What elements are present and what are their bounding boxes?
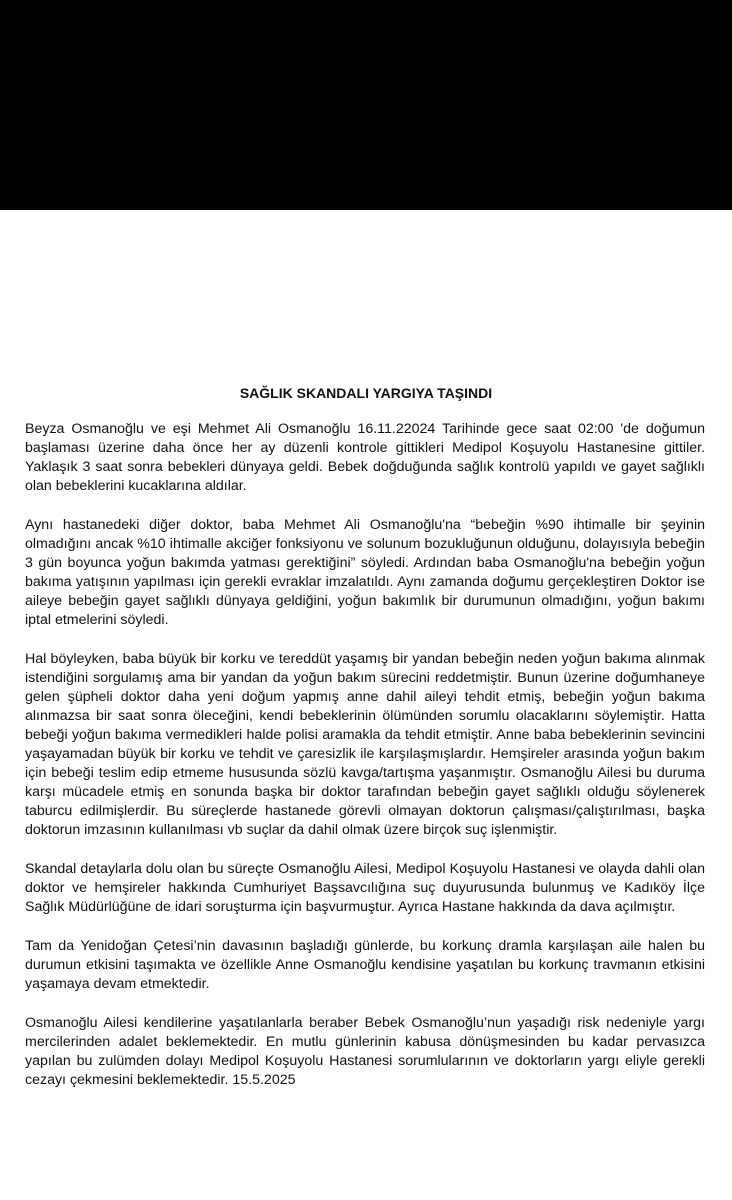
paragraph-3: Hal böyleyken, baba büyük bir korku ve tereddüt yaşamış bir yandan bebeğin neden yoğun bakıma alınmak istendiğini sorgulamış ama bir yandan da yoğun bakım sürecini reddetmiştir. Bunun üzerine doğumhaneye gelen şüpheli doktor daha yeni doğum yapmış anne dahil aileyi tehdit etmiş, bebeğin yoğun bakıma alınmazsa bir saat sonra öleceğini, kendi bebeklerinin ölümünden sorumlu olacaklarını söylemiştir. Hatta bebeği yoğun bakıma vermedikleri halde polisi aramakla da tehdit etmiştir. Anne baba bebeklerinin sevincini yaşayamadan büyük bir korku ve tehdit ve çaresizlik ile karşılaşmışlardır. Hemşireler arasında yoğun bakım için bebeği teslim edip etmeme hususunda sözlü kavga/tartışma yaşanmıştır. Osmanoğlu Ailesi bu duruma karşı mücadele etmiş en sonunda başka bir doktor tarafından bebeğin gayet sağlıklı olduğu söylenerek taburcu edilmişlerdir. Bu süreçlerde hastanede görevli olmayan doktorun çalışması/çalıştırılması, başka doktorun imzasının kullanılması vb suçlar da dahil olmak üzere birçok suç işlenmiştir.	[25, 651, 705, 838]
document-page	[0, 384, 732, 1090]
paragraph-5: Tam da Yenidoğan Çetesi’nin davasının başladığı günlerde, bu korkunç dramla karşılaşan aile halen bu durumun etkisini taşımakta ve özellikle Anne Osmanoğlu kendisine yaşatılan bu korkunç travmanın etkisini yaşamaya devam etmektedir.	[25, 938, 705, 992]
document-title: SAĞLIK SKANDALI YARGIYA TAŞINDI	[239, 385, 493, 401]
paragraph-1: Beyza Osmanoğlu ve eşi Mehmet Ali Osmanoğlu 16.11.22024 Tarihinde gece saat 02:00 'de doğumun başlaması üzerine daha önce her ay düzenli kontrole gittikleri Medipol Koşuyolu Hastanesine gittiler. Yaklaşık 3 saat sonra bebekleri dünyaya geldi. Bebek doğduğunda sağlık kontrolü yapıldı ve gayet sağlıklı olan bebeklerini kucaklarına aldılar.	[25, 421, 705, 494]
paragraph-4: Skandal detaylarla dolu olan bu süreçte Osmanoğlu Ailesi, Medipol Koşuyolu Hastanesi ve olayda dahli olan doktor ve hemşireler hakkında Cumhuriyet Başsavcılığına suç duyurusunda bulunmuş ve Kadıköy İlçe Sağlık Müdürlüğüne de idari soruşturma için başvurmuştur. Ayrıca Hastane hakkında da dava açılmıştır.	[25, 861, 705, 915]
top-black-bar	[0, 0, 732, 210]
paragraph-2: Aynı hastanedeki diğer doktor, baba Mehmet Ali Osmanoğlu'na “bebeğin %90 ihtimalle bir şeyinin olmadığını ancak %10 ihtimalle akciğer fonksiyonu ve solunum bozukluğunun olduğunu, dolayısıyla bebeğin 3 gün boyunca yoğun bakımda yatması gerektiğini” söyledi. Ardından baba Osmanoğlu'na bebeğin yoğun bakıma yatışının yapılması için gerekli evraklar imzalatıldı. Aynı zamanda doğumu gerçekleştiren Doktor ise aileye bebeğin gayet sağlıklı dünyaya geldiğini, yoğun bakımlık bir durumunun olmadığını, yoğun bakımı iptal etmelerini söyledi.	[25, 517, 705, 628]
paragraph-6: Osmanoğlu Ailesi kendilerine yaşatılanlarla beraber Bebek Osmanoğlu’nun yaşadığı risk nedeniyle yargı mercilerinden adalet beklemektedir. En mutlu günlerinin kabusa dönüşmesinden bu kadar pervasızca yapılan bu zulümden dolayı Medipol Koşuyolu Hastanesi sorumlularının ve doktorların yargı eliyle gerekli cezayı çekmesini beklemektedir. 15.5.2025	[25, 1015, 705, 1088]
